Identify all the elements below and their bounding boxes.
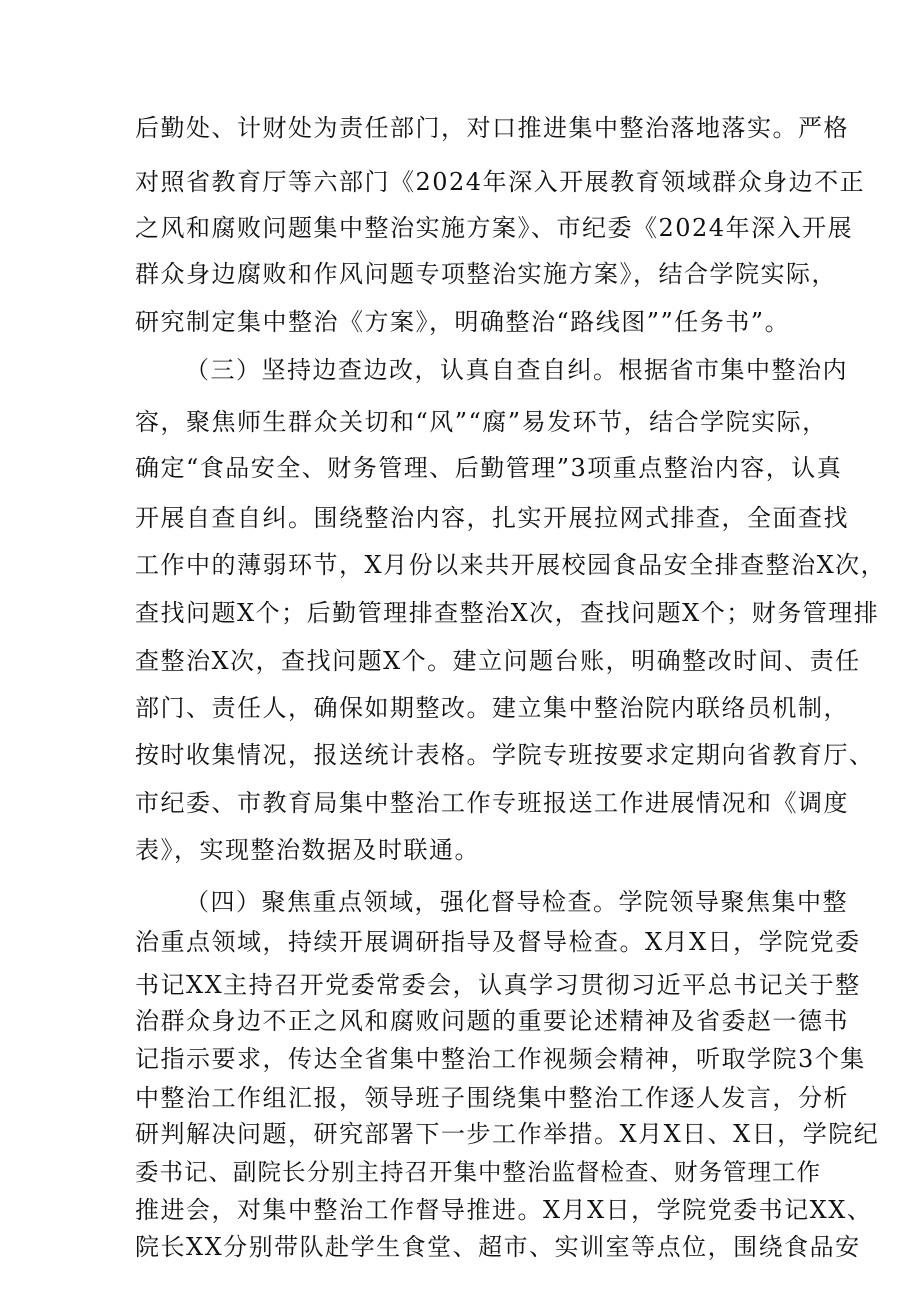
text-line: 查找问题X个；后勤管理排查整治X次，查找问题X个；财务管理排 bbox=[135, 599, 880, 627]
text-line: 记指示要求，传达全省集中整治工作视频会精神，听取学院3个集 bbox=[135, 1045, 866, 1073]
text-line: 按时收集情况，报送统计表格。学院专班按要求定期向省教育厅、 bbox=[135, 741, 875, 769]
text-line: 容，聚焦师生群众关切和“风”“腐”易发环节，结合学院实际， bbox=[135, 408, 828, 436]
text-line: 研究制定集中整治《方案》，明确整治“路线图””任务书”。 bbox=[135, 308, 791, 336]
text-line: 对照省教育厅等六部门《2024年深入开展教育领域群众身边不正 bbox=[135, 168, 866, 196]
text-line: 开展自查自纠。围绕整治内容，扎实开展拉网式排查，全面查找 bbox=[135, 504, 849, 532]
text-line: 部门、责任人，确保如期整改。建立集中整治院内联络员机制， bbox=[135, 694, 849, 722]
text-line: 市纪委、市教育局集中整治工作专班报送工作进展情况和《调度 bbox=[135, 789, 849, 817]
text-line: 之风和腐败问题集中整治实施方案》、市纪委《2024年深入开展 bbox=[135, 214, 854, 242]
text-line: 中整治工作组汇报，领导班子围绕集中整治工作逐人发言，分析 bbox=[135, 1084, 849, 1112]
text-line: 工作中的薄弱环节，X月份以来共开展校园食品安全排查整治X次， bbox=[135, 551, 887, 579]
text-line: 推进会，对集中整治工作督导推进。X月X日，学院党委书记XX、 bbox=[135, 1196, 873, 1224]
text-line: 研判解决问题，研究部署下一步工作举措。X月X日、X日，学院纪 bbox=[135, 1120, 880, 1148]
section-heading-line: （四）聚焦重点领域，强化督导检查。学院领导聚焦集中整 bbox=[185, 888, 848, 916]
text-line: 治重点领域，持续开展调研指导及督导检查。X月X日，学院党委 bbox=[135, 928, 861, 956]
section-heading-line: （三）坚持边查边改，认真自查自纠。根据省市集中整治内 bbox=[185, 356, 848, 384]
text-line: 书记XX主持召开党委常委会，认真学习贯彻习近平总书记关于整 bbox=[135, 971, 861, 999]
text-line: 查整治X次，查找问题X个。建立问题台账，明确整改时间、责任 bbox=[135, 647, 861, 675]
text-line: 委书记、副院长分别主持召开集中整治监督检查、财务管理工作 bbox=[135, 1158, 821, 1186]
text-line: 后勤处、计财处为责任部门，对口推进集中整治落地落实。严格 bbox=[135, 114, 849, 142]
text-line: 表》，实现整治数据及时联通。 bbox=[135, 836, 480, 864]
text-line: 群众身边腐败和作风问题专项整治实施方案》，结合学院实际， bbox=[135, 260, 837, 288]
text-line: 治群众身边不正之风和腐败问题的重要论述精神及省委赵一德书 bbox=[135, 1007, 849, 1035]
text-line: 院长XX分别带队赴学生食堂、超市、实训室等点位，围绕食品安 bbox=[135, 1233, 861, 1261]
text-line: 确定“食品安全、财务管理、后勤管理”3项重点整治内容，认真 bbox=[135, 454, 843, 482]
